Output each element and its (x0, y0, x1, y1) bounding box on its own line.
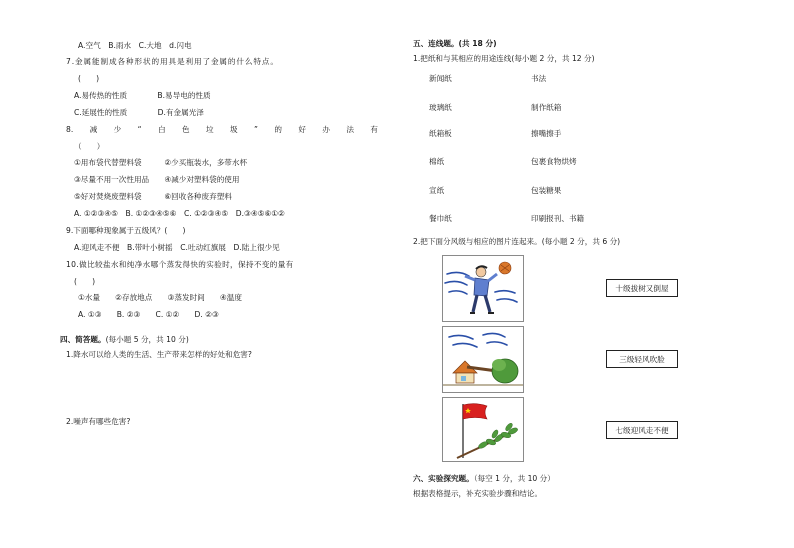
paper-item: 宣纸 (429, 186, 445, 195)
q8-stem-char: 圾 (230, 125, 238, 134)
q7-options-row1: A.易传热的性质 B.易导电的性质 (74, 91, 211, 100)
section4-note: (每小题 5 分，共 10 分) (105, 335, 189, 344)
windy-person-illustration (443, 256, 523, 321)
q8-items-row3: ⑤好对焚烧废塑料袋 ⑥回收各种废弃塑料 (74, 192, 232, 201)
q8-stem-char: 色 (182, 125, 190, 134)
q6-options: A.空气 B.雨水 C.大地 d.闪电 (78, 41, 192, 50)
q8-stem-char: 减 (89, 125, 98, 134)
section5-title: 五、连线题。(共 18 分) (413, 39, 497, 48)
section6-note: （每空 1 分，共 10 分） (473, 474, 555, 483)
section4-heading (60, 336, 189, 344)
section5-q1: 1.把纸和与其相应的用途连线(每小题 2 分，共 12 分) (413, 54, 595, 63)
q8-options: A. ①②③④⑤ B. ①②③④⑤⑥ C. ①②③④⑤ D.③④⑤⑥①② (74, 209, 285, 218)
section4-title: 四、简答题。 (60, 335, 106, 344)
wind-picture-person (442, 255, 524, 322)
section6-heading (413, 475, 555, 483)
wind-label-box: 十级拔树又倒屋 (606, 279, 678, 297)
wind-picture-flag (442, 397, 524, 462)
q9-options: A.迎风走不便 B.带叶小树摇 C.吐动红旗展 D.陆上很少见 (74, 243, 280, 252)
q8-stem-char: “ (137, 125, 142, 134)
use-item: 印刷报刊、书籍 (531, 214, 585, 223)
q10-items: ①水量 ②存放地点 ③蒸发时间 ④温度 (78, 293, 242, 302)
use-item: 包裹食物烘烤 (531, 157, 577, 166)
paper-item: 棉纸 (429, 157, 445, 166)
q8-items-row1: ①用布袋代替塑料袋 ②少买瓶装水，多带水杯 (74, 158, 248, 167)
q7-stem: 7.金属能制成各种形状的用具是利用了金属的什么特点。 (66, 57, 279, 66)
q8-stem-char: 少 (113, 125, 122, 134)
q8-answer-bracket: （ ） (74, 142, 105, 151)
q8-stem-char: 法 (346, 125, 354, 134)
section6-title: 六、实验探究题。 (413, 474, 474, 483)
red-flag-illustration (443, 398, 523, 461)
use-item: 书法 (531, 74, 547, 83)
q8-stem (66, 126, 378, 134)
q10-options: A. ①③ B. ②③ C. ①② D. ②③ (78, 310, 219, 319)
q8-stem-char: ” (254, 125, 258, 134)
q8-stem-char: 8. (66, 125, 74, 134)
q7-answer-bracket: ( ) (78, 74, 100, 83)
q8-stem-char: 的 (274, 125, 282, 134)
q9-stem: 9.下面哪种现象属于五级风？( ) (66, 226, 186, 235)
use-item: 擦嘴擦手 (531, 129, 562, 138)
q10-stem: 10.做比较盐水和纯净水哪个蒸发得快的实验时，保持不变的量有 (66, 260, 294, 269)
wind-picture-tree-house (442, 326, 524, 393)
section4-q2: 2.噪声有哪些危害? (66, 417, 131, 426)
section6-intro: 根据表格提示，补充实验步骤和结论。 (413, 489, 543, 498)
q8-stem-char: 有 (370, 125, 378, 134)
wind-label-box: 七级迎风走不便 (606, 421, 678, 439)
q8-items-row2: ③尽量不用一次性用品 ④减少对塑料袋的使用 (74, 175, 240, 184)
q10-answer-bracket: ( ) (74, 277, 96, 286)
paper-item: 新闻纸 (429, 74, 452, 83)
q8-stem-char: 办 (322, 125, 330, 134)
section4-q1: 1.降水可以给人类的生活、生产带来怎样的好处和危害? (66, 350, 252, 359)
use-item: 包装糖果 (531, 186, 562, 195)
fallen-tree-illustration (443, 327, 523, 392)
q8-stem-char: 垃 (206, 125, 214, 134)
q8-stem-char: 白 (158, 125, 166, 134)
use-item: 制作纸箱 (531, 103, 562, 112)
paper-item: 玻璃纸 (429, 103, 452, 112)
q8-stem-char: 好 (298, 125, 306, 134)
q7-options-row2: C.延展性的性质 D.有金属光泽 (74, 108, 204, 117)
paper-item: 纸箱板 (429, 129, 452, 138)
wind-label-box: 三级轻风吹脸 (606, 350, 678, 368)
section5-q2: 2.把下面分风级与相应的图片连起来。(每小题 2 分，共 6 分) (413, 237, 621, 246)
paper-item: 餐巾纸 (429, 214, 452, 223)
